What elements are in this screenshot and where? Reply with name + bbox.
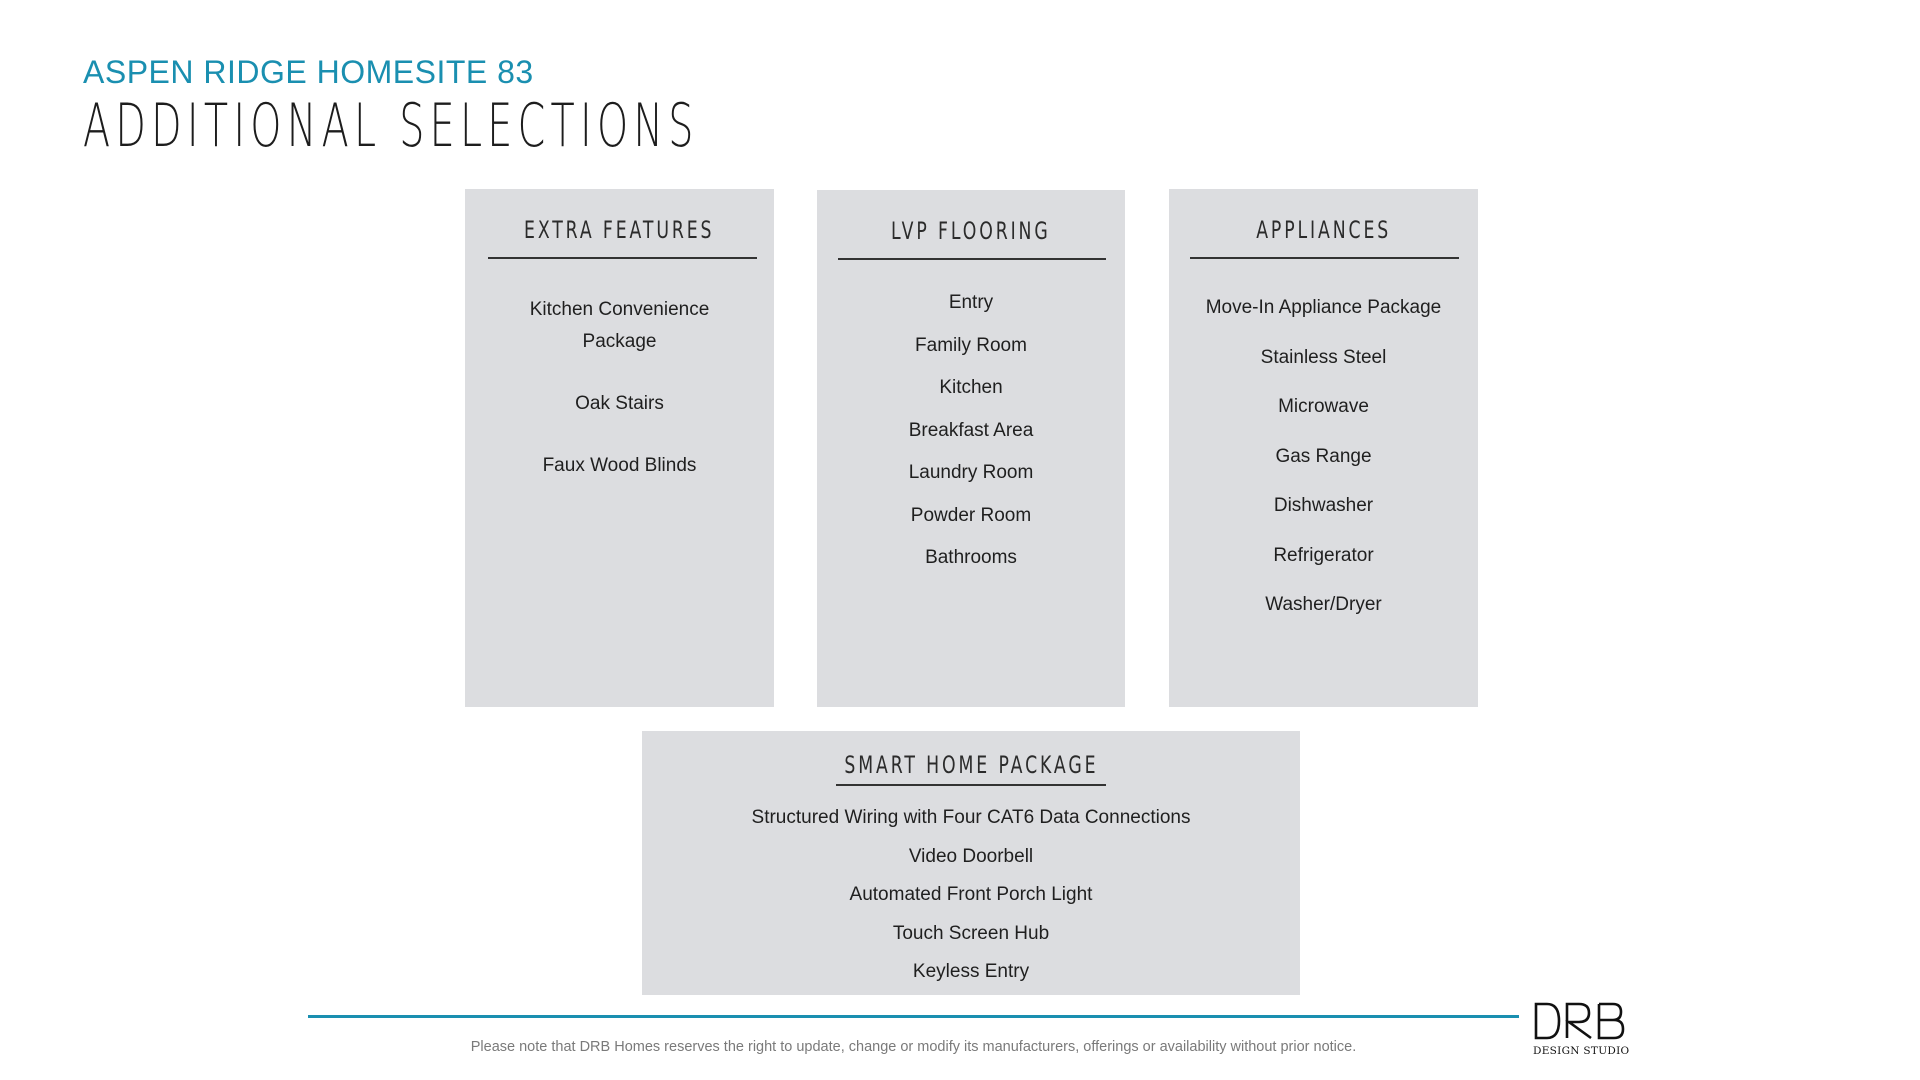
extra-features-list xyxy=(465,294,774,512)
smart-home-panel xyxy=(642,731,1300,995)
list-item: Move-In Appliance Package xyxy=(1205,297,1442,318)
list-item: Entry xyxy=(948,292,994,313)
appliances-panel xyxy=(1169,189,1478,707)
appliances-list xyxy=(1169,295,1478,642)
list-item: Laundry Room xyxy=(908,462,1034,483)
extra-features-panel xyxy=(465,189,774,707)
drb-design-studio-logo xyxy=(1530,1001,1630,1061)
page-title: ADDITIONAL SELECTIONS xyxy=(83,91,699,161)
list-item: Oak Stairs xyxy=(575,393,664,414)
smart-home-list xyxy=(642,805,1300,998)
list-item: Stainless Steel xyxy=(1260,346,1387,368)
list-item: Touch Screen Hub xyxy=(892,922,1050,944)
extra-features-heading: EXTRA FEATURES xyxy=(524,216,715,244)
heading-divider xyxy=(1190,257,1459,259)
lvp-flooring-panel xyxy=(817,190,1125,707)
footer-divider xyxy=(308,1015,1519,1018)
list-item: Faux Wood Blinds xyxy=(542,455,697,476)
list-item: Automated Front Porch Light xyxy=(849,884,1093,905)
lvp-flooring-list xyxy=(817,290,1125,588)
homesite-subtitle: ASPEN RIDGE HOMESITE 83 xyxy=(83,54,534,90)
list-item: Gas Range xyxy=(1275,445,1372,467)
lvp-flooring-heading: LVP FLOORING xyxy=(891,217,1051,245)
heading-divider xyxy=(488,257,757,259)
list-item: Bathrooms xyxy=(925,547,1017,568)
list-item: Washer/Dryer xyxy=(1265,594,1382,615)
list-item: Structured Wiring with Four CAT6 Data Connections xyxy=(751,807,1191,828)
footer-disclaimer: Please note that DRB Homes reserves the right to update, change or modify its manufacturers, offerings or availability without prior notice. xyxy=(470,1039,1357,1055)
list-item: Microwave xyxy=(1278,396,1369,417)
list-item: Dishwasher xyxy=(1273,495,1374,516)
list-item: Kitchen Convenience Package xyxy=(529,299,710,352)
logo-caption: DESIGN STUDIO xyxy=(1533,1045,1630,1057)
list-item: Family Room xyxy=(915,334,1027,356)
appliances-heading: APPLIANCES xyxy=(1256,216,1391,244)
list-item: Refrigerator xyxy=(1273,544,1374,566)
heading-divider xyxy=(838,258,1106,260)
list-item: Kitchen xyxy=(939,377,1003,398)
list-item: Breakfast Area xyxy=(908,419,1034,441)
drb-logo-mark xyxy=(1533,1001,1625,1041)
list-item: Keyless Entry xyxy=(912,961,1030,982)
smart-home-heading: SMART HOME PACKAGE xyxy=(843,751,1099,779)
list-item: Powder Room xyxy=(910,504,1032,526)
list-item: Video Doorbell xyxy=(908,845,1034,867)
heading-divider xyxy=(836,784,1106,786)
